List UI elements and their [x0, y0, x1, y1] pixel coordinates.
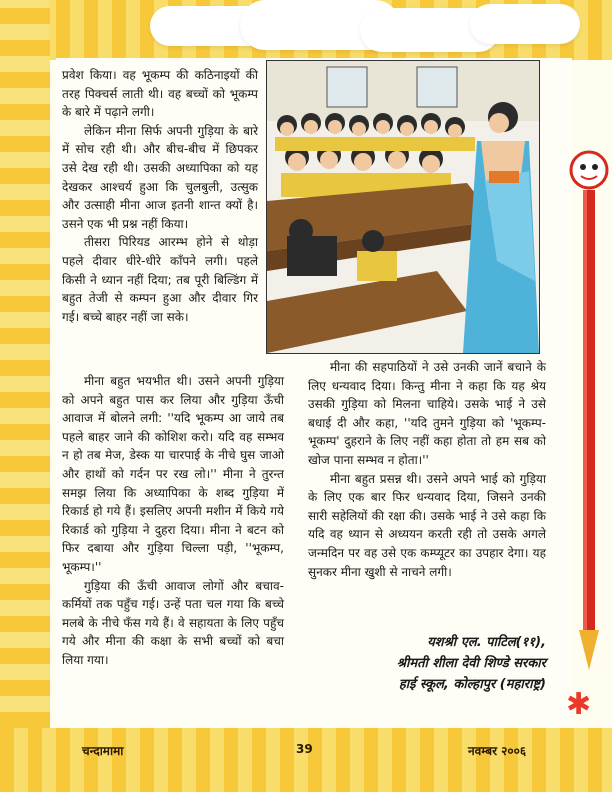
left-border: [0, 0, 50, 792]
article-left-top: [62, 66, 258, 326]
paragraph: लेकिन मीना सिर्फ अपनी गुड़िया के बारे में सोच रही थी। और बीच-बीच में छिपकर उसे देख रही थी। उसकी अध्यापिका को यह देखकर आश्चर्य हुआ कि चुलबुली, उत्सुक और उत्साही मीना आज इतनी शान्त क्यों है। उसने एक भी प्रश्न नहीं किया।: [62, 123, 258, 231]
author-name: यशश्री एल. पाटिल(११),: [427, 635, 546, 650]
pencil-icon: [569, 150, 609, 710]
author-place: हाई स्कूल, कोल्हापुर (महाराष्ट्र): [398, 677, 546, 692]
article-right: [308, 358, 546, 581]
classroom-drawing: [267, 61, 539, 353]
paragraph: मीना बहुत प्रसन्न थी। उसने अपने भाई को गुड़िया के लिए एक बार फिर धन्यवाद दिया, जिसने उनकी सारी सहेलियों की रक्षा की। उसके भाई ने उसे कहा कि यदि वह ध्यान से अध्ययन करती रही तो उसके अगले जन्मदिन पर वह उसे एक कम्प्यूटर का उपहार देगा। यह सुनकर मीना खुशी से नाचने लगी।: [308, 471, 546, 579]
classroom-illustration: [266, 60, 540, 354]
paragraph: प्रवेश किया। वह भूकम्प की कठिनाइयों की तरह पिक्चर्स लाती थी। वह बच्चों को भूकम्प के बारे में पढ़ाने लगी।: [62, 68, 258, 120]
footer-month: नवम्बर २००६: [468, 744, 527, 758]
author-school: श्रीमती शीला देवी शिण्डे सरकार: [396, 656, 546, 671]
paragraph: मीना की सहपाठियों ने उसे उनकी जानें बचाने के लिए धन्यवाद दिया। किन्तु मीना ने कहा कि यह श्रेय उसकी गुड़िया को मिलना चाहिये। उसके भाई ने उसे बधाई दी और कहा, ''यदि तुमने गुड़िया को 'भूकम्प-भूकम्प' दुहराने के लिए नहीं कहा होता तो हम सब को खोज पाना सम्भव न होता।'': [308, 360, 546, 467]
paragraph: तीसरा पिरियड आरम्भ होने से थोड़ा पहले दीवार धीरे-धीरे काँपने लगी। पहले किसी ने ध्यान नहीं दिया; तब पूरी बिल्डिंग में बहुत तेजी से कम्पन हुआ और दीवार गिर गई। बच्चे बाहर नहीं जा सके।: [62, 235, 258, 324]
bottom-border: [0, 728, 612, 792]
footer-magazine: चन्दामामा: [82, 744, 124, 758]
article-left-bottom: [62, 372, 284, 670]
author-signature: [310, 632, 546, 695]
cloud: [470, 4, 580, 44]
star-icon: ✱: [566, 687, 592, 722]
paragraph: मीना बहुत भयभीत थी। उसने अपनी गुड़िया को अपने बहुत पास कर लिया और गुड़िया ऊँची आवाज में बोलने लगी: ''यदि भूकम्प आ जाये तब पहले बाहर जाने की कोशिश करो। यदि वह सम्भव न हो तब मेज, डेस्क या चारपाई के नीचे घुस जाओ और हाथों को गर्दन पर रख लो।'' मीना ने तुरन्त समझ लिया कि अध्यापिका के शब्द गुड़िया में रिकार्ड हो गये हैं। इसलिए अपनी मशीन में किये गये रिकार्ड को गुड़िया ने दुहरा दिया। मीना ने बटन को फिर दबाया और गुड़िया चिल्ला पड़ी, ''भूकम्प, भूकम्प।'': [62, 374, 284, 574]
paragraph: गुड़िया की ऊँची आवाज लोगों और बचाव-कर्मियों तक पहुँच गई। उन्हें पता चल गया कि बच्चे मलबे के नीचे फँस गये हैं। वे सहायता के लिए पहुँच गये और मीना की कक्षा के सभी बच्चों को बचा लिया गया।: [62, 578, 284, 667]
footer-page-number: 39: [296, 742, 313, 756]
